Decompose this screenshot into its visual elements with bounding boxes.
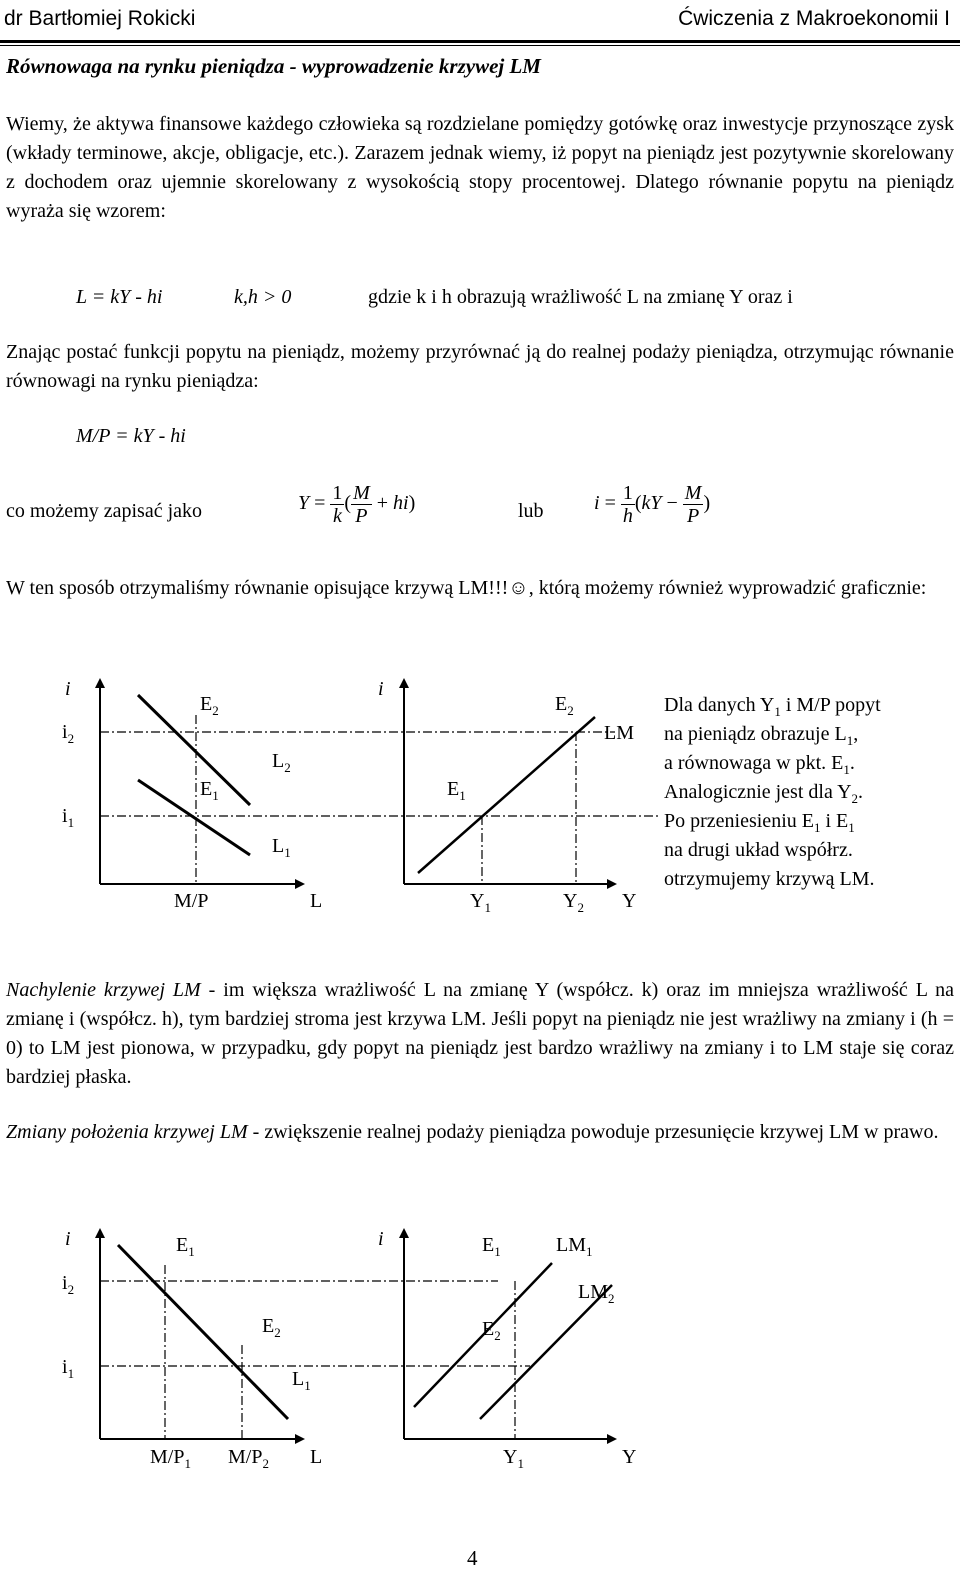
smiley-icon: ☺ (508, 577, 529, 599)
label-e2-right: $E_2$ (555, 693, 574, 718)
lm-shift-panel (378, 1228, 636, 1471)
header-rule-thick (0, 40, 960, 43)
fraction-m-over-p-2: $\frac{M}{P}$ (684, 482, 702, 527)
svg-text:E1: $E_1$ (482, 1234, 501, 1259)
lm2-curve (480, 1285, 612, 1419)
label-lm: LM (604, 722, 634, 744)
svg-text:M/P2: $M/P_2$ (228, 1446, 269, 1471)
svg-text:na pieniądz obrazuje L1,: na pieniądz obrazuje $L_1$, (664, 723, 859, 748)
lm-panel (378, 678, 636, 915)
equilibrium-equation: M/P = kY - hi (76, 425, 186, 447)
svg-text:i: i (65, 1228, 71, 1250)
page-header (0, 0, 960, 42)
fraction-1-over-k: $\frac{1}{k}$ (332, 482, 343, 527)
left-i-axis-label: i (65, 678, 71, 700)
svg-text:Y1: $Y_1$ (503, 1446, 524, 1471)
header-author: dr Bartłomiej Rokicki (4, 7, 196, 30)
svg-text:Dla danych Y1 i M/P popyt: Dla danych $Y_1$ i M/P popyt (664, 694, 881, 719)
svg-text:i2: $i_2$ (62, 1272, 75, 1297)
figure-lm-derivation (0, 655, 960, 920)
svg-text:E2: $E_2$ (482, 1318, 501, 1343)
label-l1: $L_1$ (272, 835, 291, 860)
label-e1-right: $E_1$ (447, 778, 466, 803)
demand-curve-l1 (138, 780, 250, 855)
money-market-shift-panel (62, 1228, 530, 1471)
svg-text:LM2: $LM_2$ (578, 1281, 615, 1306)
equation3-or: lub (518, 500, 544, 522)
label-mp: M/P (174, 890, 209, 912)
equilibrium-paragraph: Znając postać funkcji popytu na pieniądz, możemy przyrównać ją do realnej podaży pieniądza, otrzymując równanie równowagi na rynku pieniądza: (6, 341, 954, 392)
label-e2: $E_2$ (200, 693, 219, 718)
svg-text:L1: $L_1$ (292, 1368, 311, 1393)
lm-curve (418, 717, 595, 873)
figure1-caption (664, 694, 881, 890)
lm-shift-paragraph: Zmiany położenia krzywej LM - zwiększenie realnej podaży pieniądza powoduje przesunięcie krzywej LM w prawo. (6, 1121, 939, 1143)
equation3-lead: co możemy zapisać jako (6, 500, 203, 522)
section-title: Równowaga na rynku pieniądza - wyprowadzenie krzywej LM (6, 54, 541, 78)
left-l-axis-label: L (310, 890, 323, 912)
demand-curve-l2 (138, 695, 250, 805)
figure-lm-shift (0, 1185, 960, 1485)
svg-text:i2: $i_2$ (62, 721, 75, 746)
lm-derivation-paragraph: W ten sposób otrzymaliśmy równanie opisujące krzywą LM!!!☺, którą możemy również wyprowadzić graficznie: (6, 577, 927, 599)
header-book-title: Ćwiczenia z Makroekonomii I (678, 7, 950, 30)
page-number: 4 (467, 1546, 478, 1570)
svg-text:i: i (378, 1228, 384, 1250)
header-rule-thin (0, 45, 960, 46)
svg-text:i1: $i_1$ (62, 805, 75, 830)
intro-paragraph: Wiemy, że aktywa finansowe każdego człowieka są rozdzielane pomiędzy gotówkę oraz inwestycje przynoszące zysk (wkłady terminowe, akcje, obligacje, etc.). Zarazem jednak wiemy, iż popyt na pieniądz jest pozytywnie skorelowany z dochodem oraz ujemnie skorelowany z wysokością stopy procentowej. Dlatego równanie popytu na pieniądz wyraża się wzorem: (6, 113, 954, 222)
svg-text:na drugi układ współrz.: na drugi układ współrz. (664, 839, 853, 861)
svg-text:i1: $i_1$ (62, 1356, 75, 1381)
right-y-axis-label: Y (622, 890, 637, 912)
label-e1: $E_1$ (200, 778, 219, 803)
coefficient-condition: k,h > 0 (234, 286, 292, 308)
fraction-m-over-p: $\frac{M}{P}$ (353, 482, 370, 527)
svg-text:E1: $E_1$ (176, 1234, 195, 1259)
svg-text:Analogicznie jest dla Y2.: Analogicznie jest dla $Y_2$. (664, 781, 864, 806)
lm-slope-paragraph: Nachylenie krzywej LM - im większa wrażliwość L na zmianę Y (współcz. k) oraz im mniejsza wrażliwość L na zmianę i (współcz. h), tym bardziej stroma jest krzywa LM. Jeśli popyt na pieniądz nie jest wrażliwy na zmiany i (h = 0) to LM jest pionowa, w przypadku, gdy popyt na pieniądz jest bardzo wrażliwy na zmiany i to LM staje się coraz bardziej płaska. (6, 979, 955, 1088)
svg-text:L: L (310, 1446, 323, 1468)
coefficient-note: gdzie k i h obrazują wrażliwość L na zmianę Y oraz i (368, 286, 793, 308)
svg-text:otrzymujemy krzywą LM.: otrzymujemy krzywą LM. (664, 868, 875, 890)
svg-text:LM1: $LM_1$ (556, 1234, 593, 1259)
label-y2: $Y_2$ (563, 890, 584, 915)
fraction-1-over-h: $\frac{1}{h}$ (622, 482, 633, 527)
svg-text:M/P1: $M/P_1$ (150, 1446, 191, 1471)
money-demand-equation: L = kY - hi (76, 286, 163, 308)
svg-text:Po przeniesieniu E1 i E1: Po przeniesieniu $E_1$ i $E_1$ (664, 810, 855, 835)
lm-equation-i: i = $\frac{1}{h}$ (kY − $\frac{M}{P}$ ) (594, 482, 711, 527)
label-l2: $L_2$ (272, 750, 291, 775)
lm-equation-y: Y = $\frac{1}{k}$ ( $\frac{M}{P}$ + hi) (298, 482, 416, 527)
right-i-axis-label: i (378, 678, 384, 700)
svg-text:E2: $E_2$ (262, 1315, 281, 1340)
svg-text:Y: Y (622, 1446, 637, 1468)
label-y1: $Y_1$ (470, 890, 491, 915)
svg-text:a równowaga w pkt. E1.: a równowaga w pkt. $E_1$. (664, 752, 855, 777)
